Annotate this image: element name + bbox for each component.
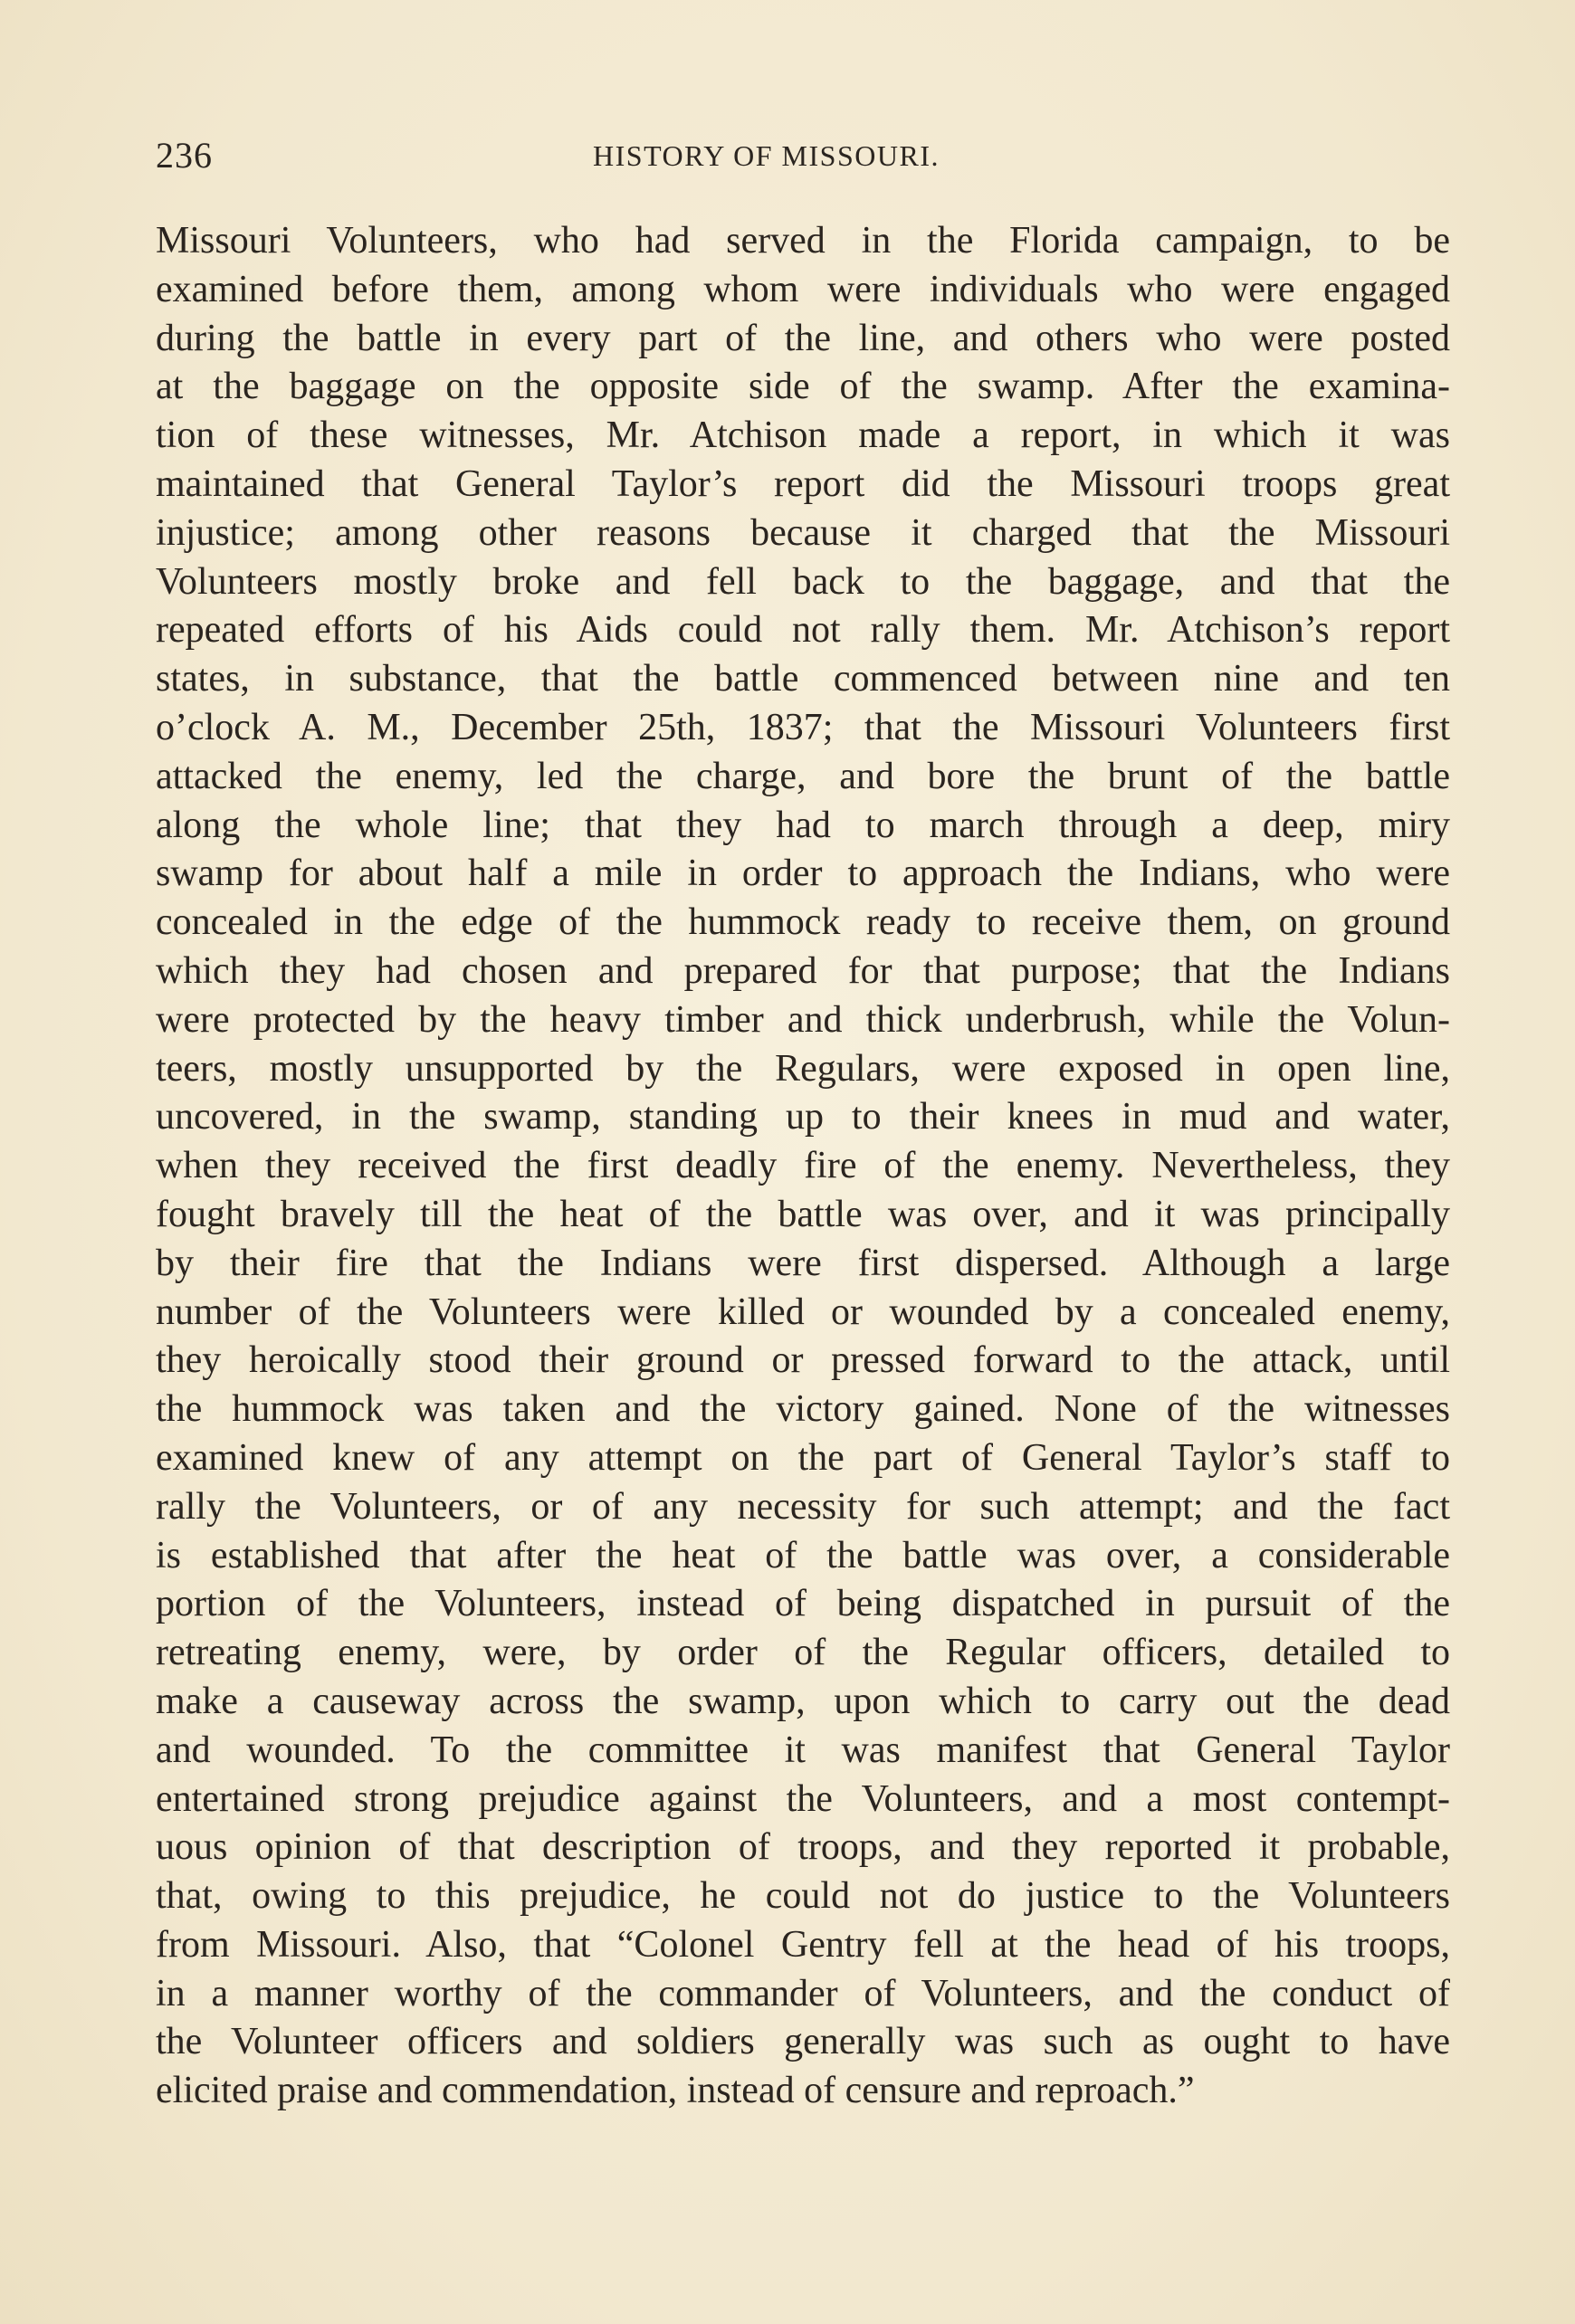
text-line: they heroically stood their ground or pressed forward to the attack, until <box>156 1339 1450 1382</box>
text-line: were protected by the heavy timber and thick underbrush, while the Volun- <box>156 998 1450 1041</box>
text-line: portion of the Volunteers, instead of being dispatched in pursuit of the <box>156 1583 1450 1625</box>
text-line: retreating enemy, were, by order of the Regular officers, detailed to <box>156 1632 1450 1674</box>
text-line: attacked the enemy, led the charge, and bore the brunt of the battle <box>156 755 1450 797</box>
text-line: along the whole line; that they had to march through a deep, miry <box>156 804 1450 846</box>
text-line: make a causeway across the swamp, upon which to carry out the dead <box>156 1680 1450 1722</box>
text-line: by their fire that the Indians were first dispersed. Although a large <box>156 1242 1450 1284</box>
text-line: concealed in the edge of the hummock ready to receive them, on ground <box>156 901 1450 944</box>
text-line: teers, mostly unsupported by the Regulars, were exposed in open line, <box>156 1047 1450 1090</box>
text-line: during the battle in every part of the line, and others who were posted <box>156 317 1450 359</box>
text-line: injustice; among other reasons because it charged that the Missouri <box>156 511 1450 554</box>
text-line: rally the Volunteers, or of any necessity for such attempt; and the fact <box>156 1485 1450 1528</box>
text-line: states, in substance, that the battle commenced between nine and ten <box>156 658 1450 700</box>
text-line: the hummock was taken and the victory gained. None of the witnesses <box>156 1388 1450 1431</box>
text-line: examined knew of any attempt on the part of General Taylor’s staff to <box>156 1436 1450 1479</box>
text-line: uous opinion of that description of troops, and they reported it probable, <box>156 1826 1450 1869</box>
text-line: is established that after the heat of the battle was over, a considerable <box>156 1534 1450 1576</box>
text-line: tion of these witnesses, Mr. Atchison made a report, in which it was <box>156 414 1450 457</box>
text-line: that, owing to this prejudice, he could not do justice to the Volunteers <box>156 1875 1450 1918</box>
text-line: the Volunteer officers and soldiers generally was such as ought to have <box>156 2021 1450 2063</box>
text-line: from Missouri. Also, that “Colonel Gentry fell at the head of his troops, <box>156 1923 1450 1966</box>
page-number: 236 <box>156 135 213 176</box>
text-line: at the baggage on the opposite side of the swamp. After the examina- <box>156 366 1450 408</box>
text-line: and wounded. To the committee it was manifest that General Taylor <box>156 1729 1450 1771</box>
text-line: entertained strong prejudice against the Volunteers, and a most contempt- <box>156 1777 1450 1820</box>
body-paragraph <box>156 217 1450 2116</box>
text-line: when they received the first deadly fire of the enemy. Nevertheless, they <box>156 1145 1450 1187</box>
text-line: o’clock A. M., December 25th, 1837; that the Missouri Volunteers first <box>156 706 1450 748</box>
text-line: swamp for about half a mile in order to approach the Indians, who were <box>156 852 1450 895</box>
text-line: which they had chosen and prepared for that purpose; that the Indians <box>156 949 1450 992</box>
text-line: Volunteers mostly broke and fell back to the baggage, and that the <box>156 560 1450 603</box>
text-line: number of the Volunteers were killed or wounded by a concealed enemy, <box>156 1291 1450 1333</box>
text-line: Missouri Volunteers, who had served in the Florida campaign, to be <box>156 220 1450 262</box>
text-line: uncovered, in the swamp, standing up to their knees in mud and water, <box>156 1096 1450 1138</box>
page-header <box>156 134 1450 188</box>
text-line: fought bravely till the heat of the battle was over, and it was principally <box>156 1193 1450 1235</box>
text-line: elicited praise and commendation, instead of censure and reproach.” <box>156 2070 1195 2112</box>
text-line: in a manner worthy of the commander of Volunteers, and the conduct of <box>156 1972 1450 2014</box>
text-line: maintained that General Taylor’s report did the Missouri troops great <box>156 462 1450 505</box>
text-line: examined before them, among whom were individuals who were engaged <box>156 268 1450 310</box>
text-line: repeated efforts of his Aids could not rally them. Mr. Atchison’s report <box>156 609 1450 652</box>
running-title: HISTORY OF MISSOURI. <box>593 139 940 172</box>
